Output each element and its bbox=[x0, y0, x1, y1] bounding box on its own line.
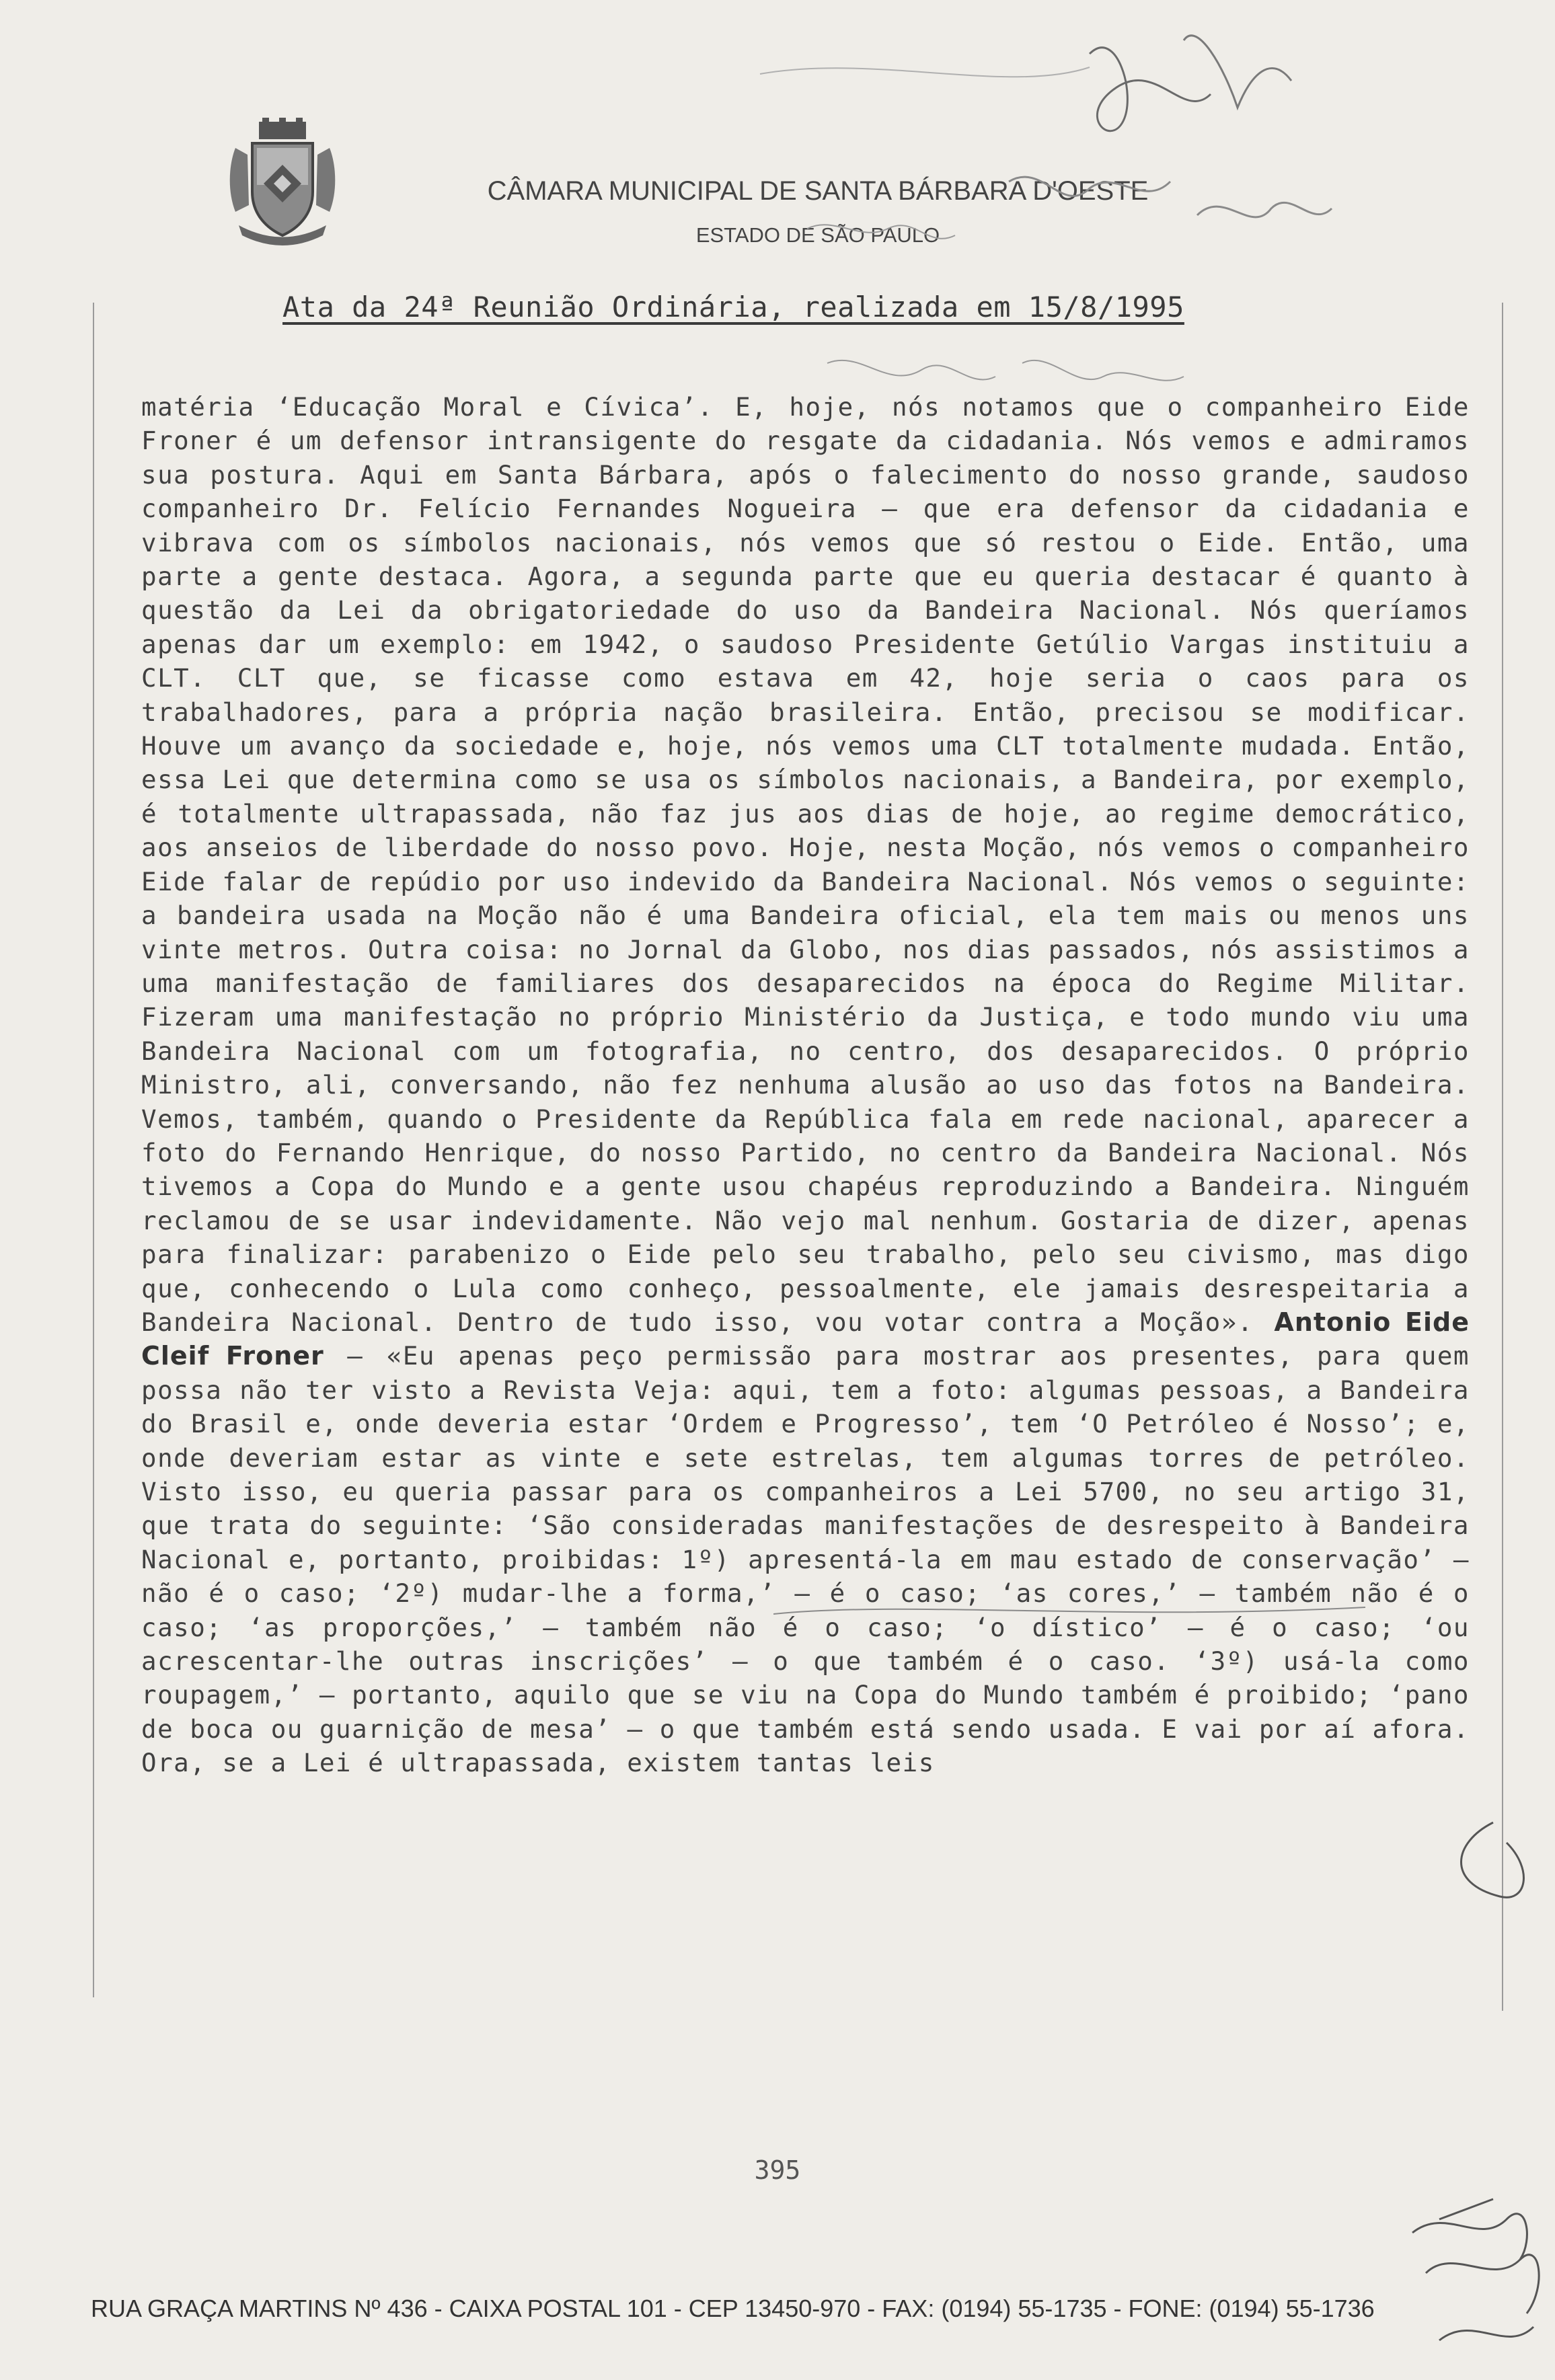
right-margin-rule bbox=[1502, 303, 1503, 2011]
paragraph-text-1: matéria ‘Educação Moral e Cívica’. E, hoje, nós notamos que o companheiro Eide Froner é um defensor intransigente do resgate da cidadania. Nós vemos e admiramos sua postura. Aqui em Santa Bárbara, após o falecimento do nosso grande, saudoso companheiro Dr. Felício Fernandes Nogueira – que era defensor da cidadania e vibrava com os símbolos nacionais, nós vemos que só restou o Eide. Então, uma parte a gente destaca. Agora, a segunda parte que eu queria destacar é quanto à questão da Lei da obrigatoriedade do uso da Bandeira Nacional. Nós queríamos apenas dar um exemplo: em 1942, o saudoso Presidente Getúlio Vargas instituiu a CLT. CLT que, se ficasse como estava em 42, hoje seria o caos para os trabalhadores, para a própria nação brasileira. Então, precisou se modificar. Houve um avanço da sociedade e, hoje, nós vemos uma CLT totalmente mudada. Então, essa Lei que determina como se usa os símbolos nacionais, a Bandeira, por exemplo, é totalmente ultrapassada, não faz jus aos dias de hoje, ao regime democrático, aos anseios de liberdade do nosso povo. Hoje, nesta Moção, nós vemos o companheiro Eide falar de repúdio por uso indevido da Bandeira Nacional. Nós vemos o seguinte: a bandeira usada na Moção não é uma Bandeira oficial, ela tem mais ou menos uns vinte metros. Outra coisa: no Jornal da Globo, nos dias passados, nós assistimos a uma manifestação de familiares dos desaparecidos na época do Regime Militar. Fizeram uma manifestação no próprio Ministério da Justiça, e todo mundo viu uma Bandeira Nacional com um fotografia, no centro, dos desaparecidos. O próprio Ministro, ali, conversando, não fez nenhuma alusão ao uso das fotos na Bandeira. Vemos, também, quando o Presidente da República fala em rede nacional, aparecer a foto do Fernando Henrique, do nosso Partido, no centro da Bandeira Nacional. Nós tivemos a Copa do Mundo e a gente usou chapéus reproduzindo a Bandeira. Ninguém reclamou de se usar indevidamente. Não vejo mal nenhum. Gostaria de dizer, apenas para finalizar: parabenizo o Eide pelo seu trabalho, pelo seu civismo, mas digo que, conhecendo o Lula como conheço, pessoalmente, ele jamais desrespeitaria a Bandeira Nacional. Dentro de tudo isso, vou votar contra a Moção». bbox=[141, 392, 1470, 1337]
signatures-bottom-right bbox=[1399, 1802, 1555, 2380]
footer-address: RUA GRAÇA MARTINS Nº 436 - CAIXA POSTAL 101 - CEP 13450-970 - FAX: (0194) 55-1735 - FONE: (0194) 55-1736 bbox=[91, 2295, 1375, 2322]
minutes-body bbox=[141, 390, 1470, 1780]
page-number: 395 bbox=[754, 2155, 801, 2185]
left-margin-rule bbox=[93, 303, 94, 1997]
minutes-title: Ata da 24ª Reunião Ordinária, realizada em 15/8/1995 bbox=[282, 291, 1184, 323]
signatures-top-right bbox=[605, 13, 1345, 430]
paragraph-text-2: – «Eu apenas peço permissão para mostrar aos presentes, para quem possa não ter visto a Revista Veja: aqui, tem a foto: algumas pessoas, a Bandeira do Brasil e, onde deveria estar ‘Ordem e Progresso’, tem ‘O Petróleo é Nosso’; e, onde deveriam estar as vinte e sete estrelas, tem algumas torres de petróleo. Visto isso, eu queria passar para os companheiros a Lei 5700, no seu artigo 31, que trata do seguinte: ‘São consideradas manifestações de desrespeito à Bandeira Nacional e, portanto, proibidas: 1º) apresentá-la em mau estado de conservação’ – não é o caso; ‘2º) mudar-lhe a forma,’ – é o caso; ‘as cores,’ – também não é o caso; ‘as proporções,’ – também não é o caso; ‘o dístico’ – é o caso; ‘ou acrescentar-lhe outras inscrições’ – o que também é o caso. ‘3º) usá-la como roupagem,’ – portanto, aquilo que se viu na Copa do Mundo também é proibido; ‘pano de boca ou guarnição de mesa’ – o que também está sendo usada. E vai por aí afora. Ora, se a Lei é ultrapassada, existem tantas leis bbox=[141, 1341, 1470, 1778]
state-name: ESTADO DE SÃO PAULO bbox=[695, 223, 940, 247]
speaker-name: Antonio Eide Cleif Froner bbox=[141, 1307, 1470, 1371]
institution-name: CÂMARA MUNICIPAL DE SANTA BÁRBARA D'OESTE bbox=[487, 176, 1149, 206]
body-paragraph bbox=[141, 390, 1470, 1780]
